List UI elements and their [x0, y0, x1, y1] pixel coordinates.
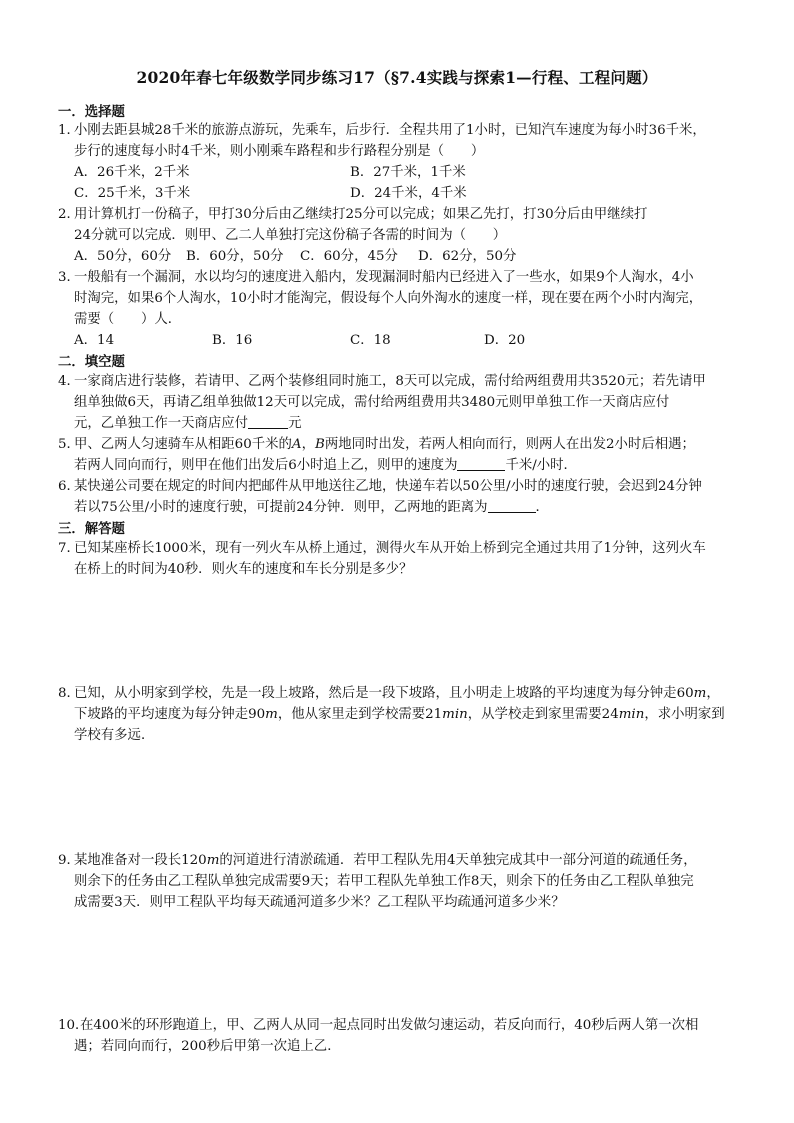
- question-text: 某快递公司要在规定的时间内把邮件从甲地送往乙地，快递车若以50公里/小时的速度行驶，会迟到24分钟: [74, 479, 702, 494]
- option-c: C．60分，45分: [300, 249, 398, 264]
- question-text: 下坡路的平均速度为每分钟走90: [74, 707, 266, 722]
- question-text: 两地同时出发，若两人相向而行，则两人在出发2小时后相遇；: [324, 437, 695, 452]
- section-heading-choice: 一．选择题: [58, 104, 125, 120]
- question-5: [58, 434, 758, 476]
- question-text: 组单独做6天，再请乙组单独做12天可以完成，需付给两组费用共3480元则甲单独工作一天商店应付: [74, 395, 670, 410]
- option-c: C．25千米，3千米: [74, 186, 191, 201]
- question-text: ，求小明家到: [644, 707, 725, 722]
- question-text: 元，乙单独工作一天商店应付: [74, 416, 249, 431]
- question-text: 小刚去距县城28千米的旅游点游玩，先乘车，后步行．全程共用了1小时，已知汽车速度为每小时36千米，: [74, 123, 706, 138]
- option-a: A．26千米，2千米: [74, 165, 190, 180]
- question-text: 千米/小时．: [505, 458, 577, 473]
- question-10: [58, 1015, 758, 1057]
- question-number: 10．: [58, 1018, 89, 1033]
- question-text: 24分就可以完成．则甲、乙二人单独打完这份稿子各需的时间为（ ）: [74, 228, 507, 243]
- unit-meter: m: [265, 707, 278, 722]
- option-d: D．24千米，4千米: [350, 186, 467, 201]
- question-number: 9．: [58, 853, 80, 868]
- question-3: [58, 267, 758, 330]
- section-heading-fill: 二．填空题: [58, 354, 125, 370]
- unit-minute: min: [442, 707, 468, 722]
- question-text: 一家商店进行装修，若请甲、乙两个装修组同时施工，8天可以完成，需付给两组费用共3520元；若先请甲: [74, 374, 706, 389]
- question-number: 3．: [58, 270, 80, 285]
- question-4: [58, 371, 758, 434]
- question-text: 成需要3天．则甲工程队平均每天疏通河道多少米？乙工程队平均疏通河道多少米？: [74, 895, 565, 910]
- section-heading-solve: 三．解答题: [58, 521, 125, 537]
- question-text: 甲、乙两人匀速骑车从相距60千米的: [74, 437, 292, 452]
- question-text: 某地准备对一段长120: [74, 853, 207, 868]
- option-b: B．16: [212, 333, 253, 348]
- question-text: 一般船有一个漏洞，水以均匀的速度进入船内，发现漏洞时船内已经进入了一些水，如果9个人淘水，4小: [74, 270, 694, 285]
- option-d: D．20: [484, 333, 526, 348]
- question-number: 1．: [58, 123, 80, 138]
- unit-meter: m: [206, 853, 220, 868]
- point-b-label: B: [314, 437, 325, 452]
- answer-blank[interactable]: [488, 498, 536, 513]
- question-text: 元: [288, 416, 302, 431]
- question-text: 的河道进行清淤疏通．若甲工程队先用4天单独完成其中一部分河道的疏通任务，: [219, 853, 697, 868]
- question-1: [58, 120, 758, 162]
- question-text: 用计算机打一份稿子，甲打30分后由乙继续打25分可以完成；如果乙先打，打30分后由甲继续打: [74, 207, 648, 222]
- question-8: [58, 683, 758, 746]
- option-b: B．27千米，1千米: [350, 165, 466, 180]
- question-text: 遇；若同向而行，200秒后甲第一次追上乙．: [74, 1039, 341, 1054]
- option-b: B．60分，50分: [186, 249, 284, 264]
- comma: ，: [301, 437, 315, 452]
- option-a: A．14: [74, 333, 115, 348]
- option-a: A．50分，60分: [74, 249, 172, 264]
- question-text: ，从学校走到家里需要24: [467, 707, 619, 722]
- question-number: 8．: [58, 686, 80, 701]
- question-text: 若以75公里/小时的速度行驶，可提前24分钟．则甲，乙两地的距离为: [74, 500, 488, 515]
- question-text: 在400米的环形跑道上，甲、乙两人从同一起点同时出发做匀速运动，若反向而行，40秒后两人第一次相: [80, 1018, 699, 1033]
- question-number: 6．: [58, 479, 80, 494]
- question-text: 则余下的任务由乙工程队单独完成需要9天；若甲工程队先单独工作8天，则余下的任务由乙工程队单独完: [74, 874, 694, 889]
- answer-blank[interactable]: [248, 414, 288, 429]
- question-text: ，: [706, 686, 720, 701]
- question-text: 时淘完，如果6个人淘水，10小时才能淘完，假设每个人向外淘水的速度一样，现在要在两个小时内淘完，: [74, 291, 703, 306]
- page-title: 2020年春七年级数学同步练习17（§7.4实践与探索1—行程、工程问题）: [136, 68, 658, 87]
- question-7: [58, 538, 758, 580]
- question-text: 步行的速度每小时4千米，则小刚乘车路程和步行路程分别是（ ）: [74, 144, 485, 159]
- question-number: 2．: [58, 207, 80, 222]
- question-text: 若两人同向而行，则甲在他们出发后6小时追上乙，则甲的速度为: [74, 458, 458, 473]
- question-text: 已知某座桥长1000米，现有一列火车从桥上通过，测得火车从开始上桥到完全通过共用了1分钟，这列火车: [74, 541, 706, 556]
- answer-blank[interactable]: [457, 456, 505, 471]
- question-text: ．: [535, 500, 549, 515]
- point-a-label: A: [291, 437, 302, 452]
- question-text: 需要（ ）人．: [74, 312, 182, 327]
- question-number: 4．: [58, 374, 80, 389]
- question-text: ，他从家里走到学校需要21: [277, 707, 443, 722]
- question-text: 学校有多远．: [74, 728, 155, 743]
- unit-meter: m: [693, 686, 707, 701]
- question-2: [58, 204, 758, 246]
- question-text: 在桥上的时间为40秒．则火车的速度和车长分别是多少？: [74, 562, 413, 577]
- option-d: D．62分，50分: [418, 249, 517, 264]
- option-c: C．18: [350, 333, 391, 348]
- question-9: [58, 850, 758, 913]
- unit-minute: min: [618, 707, 645, 722]
- question-6: [58, 476, 758, 518]
- question-number: 5．: [58, 437, 80, 452]
- question-number: 7．: [58, 541, 80, 556]
- question-text: 已知，从小明家到学校，先是一段上坡路，然后是一段下坡路，且小明走上坡路的平均速度为每分钟走60: [74, 686, 694, 701]
